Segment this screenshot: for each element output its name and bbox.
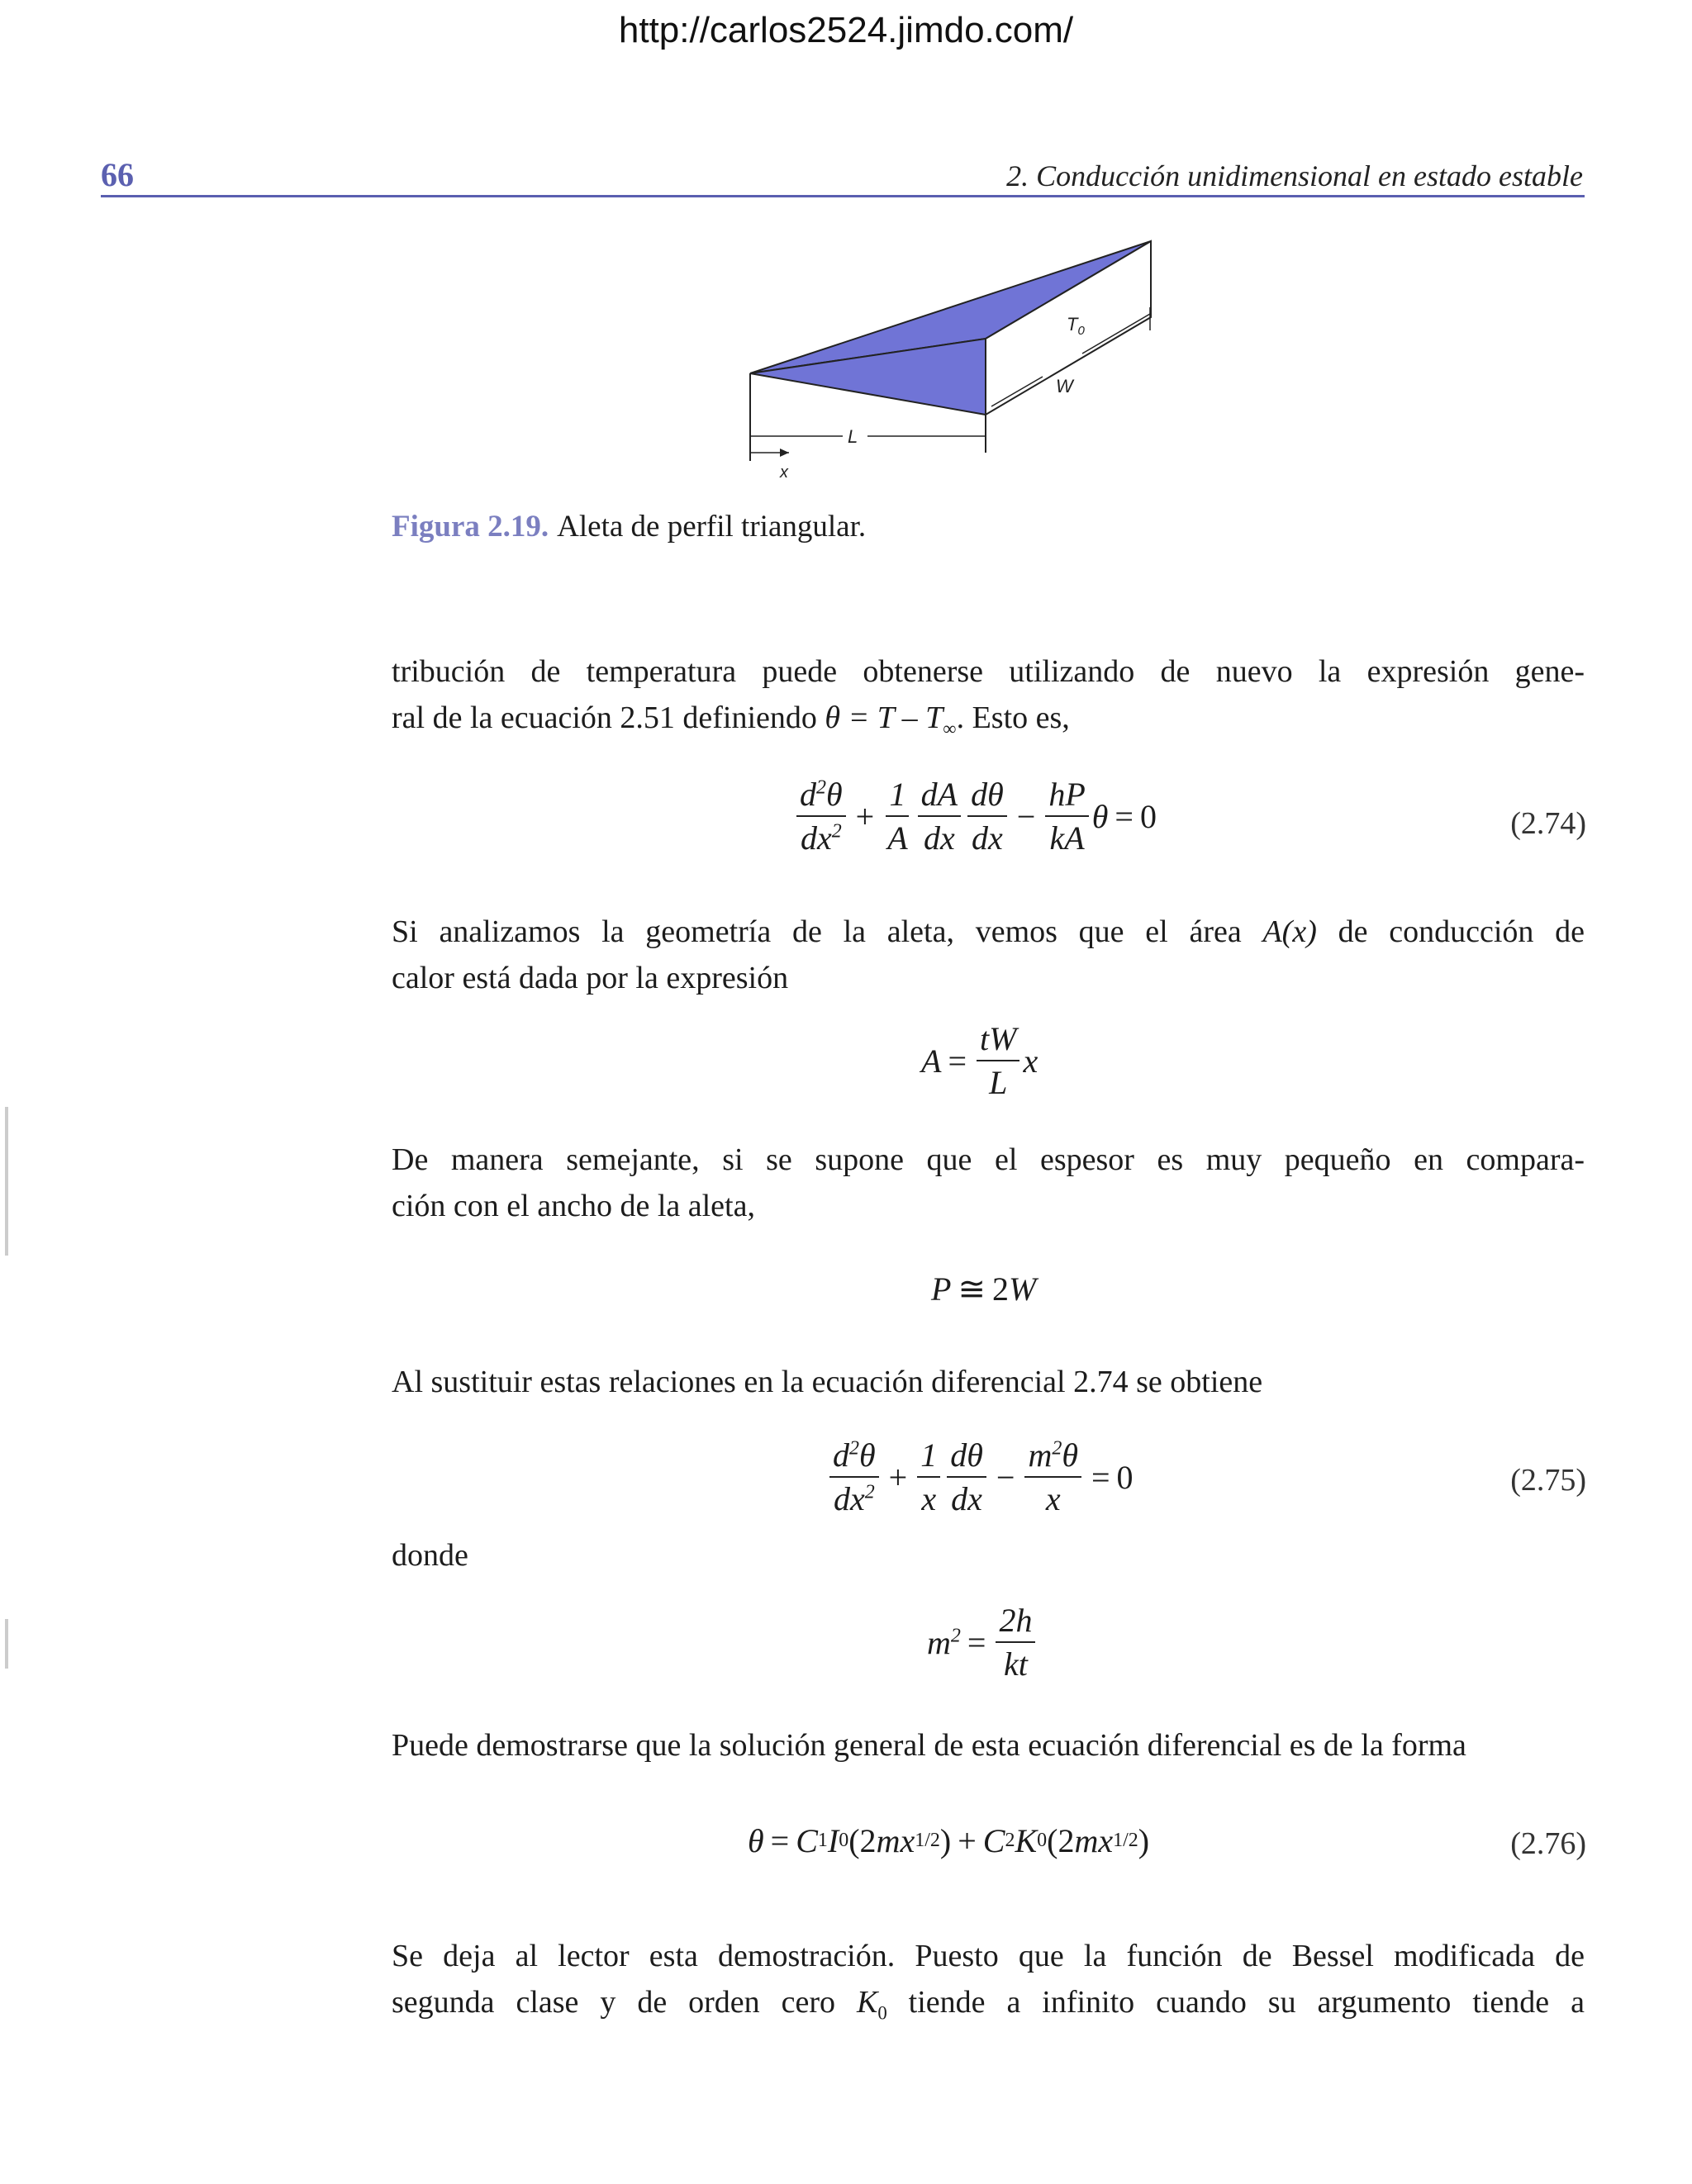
equation-2-75: $\frac{d^2\theta}{dx^2}$ + $\frac{1}{x}$ $\frac{d\theta}{dx}$ − $\frac{m^2\theta}{x}$ = 0 [826,1436,1134,1518]
paragraph-6-line-1: Se deja al lector esta demostración. Puesto que la función de Bessel modificada de [392,1939,1585,1973]
label-x: x [780,463,788,482]
equation-m-squared: $m^2$ = $\frac{2h}{kt}$ [927,1601,1038,1683]
figure-caption [392,509,866,544]
paragraph-5: Puede demostrarse que la solución general de esta ecuación diferencial es de la forma [392,1728,1466,1763]
fin-diagram [727,231,1173,487]
caption-label: Figura 2.19. [392,510,549,544]
equation-2-74: $\frac{d^2\theta}{dx^2}$ + $\frac{1}{A}$ $\frac{dA}{dx}$ $\frac{d\theta}{dx}$ − $\frac{hP}{kA}$ θ = 0 [793,775,1157,857]
source-url[interactable]: http://carlos2524.jimdo.com/ [618,10,1074,50]
label-L: L [848,426,858,447]
paragraph-4: Al sustituir estas relaciones en la ecuación diferencial 2.74 se obtiene [392,1365,1263,1399]
scan-edge-mark [5,1107,8,1256]
equation-2-76: θ = C 1 I 0 (2 mx 1/2 ) + C 2 K 0 (2 mx 1/2 ) [748,1822,1150,1859]
scan-edge-mark [5,1619,8,1669]
paragraph-1-line-2: ral de la ecuación 2.51 definiendo $\theta = T - T_\infty$. Esto es, [392,700,1070,739]
header-rule [101,195,1585,197]
equation-area: A = $\frac{tW}{L}$ x [921,1020,1038,1101]
chapter-title: 2. Conducción unidimensional en estado estable [1006,159,1583,192]
paragraph-2-line-1: Si analizamos la geometría de la aleta, vemos que el área A(x) de conducción de [392,914,1585,949]
equation-number-2-75: (2.75) [1510,1463,1586,1498]
equation-number-2-76: (2.76) [1510,1826,1586,1861]
paragraph-1 [392,648,1585,753]
label-W: W [1056,376,1073,396]
page-number: 66 [101,156,134,193]
paragraph-3 [392,1137,1585,1229]
paragraph-3-line-2: ción con el ancho de la aleta, [392,1189,755,1223]
label-T0: $T_0$ [1067,314,1085,338]
equation-perimeter: P ≅ 2 W [931,1270,1037,1308]
paragraph-2 [392,909,1585,1001]
equation-number-2-74: (2.74) [1510,806,1586,841]
paragraph-donde: donde [392,1538,468,1573]
paragraph-1-line-1: tribución de temperatura puede obtenerse utilizando de nuevo la expresión gene- [392,654,1585,689]
paragraph-6-line-2: segunda clase y de orden cero $K_0$ tiende a infinito cuando su argumento tiende a [392,1985,1585,2024]
paragraph-6 [392,1933,1585,2037]
paragraph-2-line-2: calor está dada por la expresión [392,961,789,995]
caption-text: Aleta de perfil triangular. [557,510,867,544]
paragraph-3-line-1: De manera semejante, si se supone que el espesor es muy pequeño en compara- [392,1142,1585,1177]
